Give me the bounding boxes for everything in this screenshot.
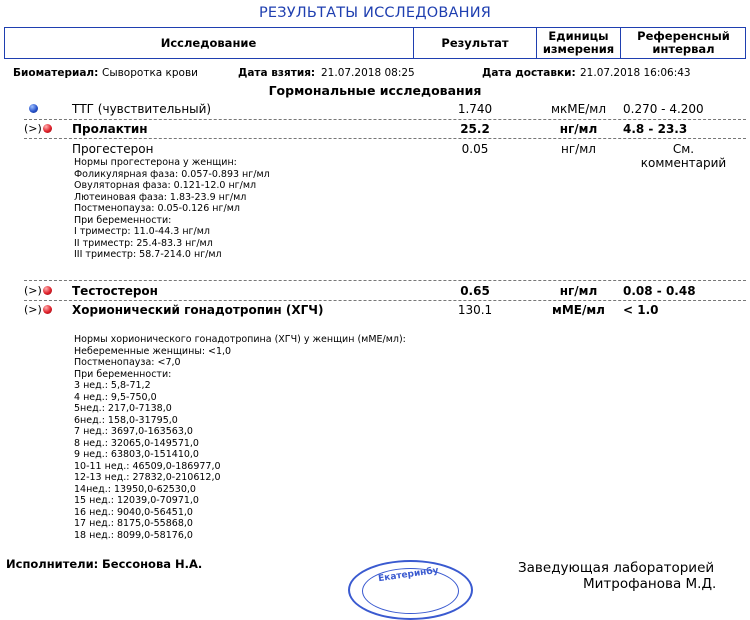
test-reference	[621, 142, 746, 170]
report-title: РЕЗУЛЬТАТЫ ИССЛЕДОВАНИЯ	[258, 5, 492, 21]
note-line: 3 нед.: 5,8-71,2	[74, 380, 151, 391]
test-result: 25.2	[460, 122, 490, 136]
delivery-date-value: 21.07.2018 16:06:43	[580, 67, 691, 79]
test-units: мкМЕ/мл	[550, 102, 606, 116]
test-units: мМЕ/мл	[552, 303, 605, 317]
abnormal-marker: (>)	[24, 303, 42, 316]
reference-line1: См.	[672, 142, 695, 156]
note-line: 7 нед.: 3697,0-163563,0	[74, 426, 193, 437]
normal-indicator-icon	[29, 104, 38, 113]
test-reference: 4.8 - 23.3	[623, 122, 688, 136]
note-line: Нормы хорионического гонадотропина (ХГЧ) у женщин (мМЕ/мл):	[74, 334, 406, 345]
units-header-line2: измерения	[542, 42, 615, 56]
note-line: 12-13 нед.: 27832,0-210612,0	[74, 472, 221, 483]
stamp-text: Екатеринбу	[377, 565, 440, 585]
note-line: 10-11 нед.: 46509,0-186977,0	[74, 460, 221, 472]
head-of-lab-name: Митрофанова М.Д.	[583, 576, 717, 592]
note-line: 17 нед.: 8175,0-55868,0	[74, 518, 193, 529]
row-separator	[24, 280, 746, 281]
column-header-reference	[621, 30, 746, 56]
biomaterial-value: Сыворотка крови	[102, 67, 198, 79]
note-line: 8 нед.: 32065,0-149571,0	[74, 437, 199, 449]
test-result: 1.740	[457, 102, 493, 116]
note-line: 4 нед.: 9,5-750,0	[74, 391, 157, 403]
test-reference: 0.270 - 4.200	[623, 102, 704, 116]
note-line: Небеременные женщины: <1,0	[74, 345, 232, 357]
note-line: 5нед.: 217,0-7138,0	[74, 403, 172, 414]
head-of-lab-title: Заведующая лабораторией	[518, 560, 715, 576]
test-name: ТТГ (чувствительный)	[72, 102, 212, 116]
row-separator	[24, 300, 746, 301]
test-result: 130.1	[457, 303, 493, 317]
section-title: Гормональные исследования	[268, 83, 482, 98]
abnormal-indicator-icon	[43, 305, 52, 314]
biomaterial-label: Биоматериал:	[13, 67, 99, 79]
test-units: нг/мл	[559, 122, 598, 136]
note-line: 9 нед.: 63803,0-151410,0	[74, 449, 199, 460]
note-line: Лютеиновая фаза: 1.83-23.9 нг/мл	[74, 191, 247, 203]
note-line: Овуляторная фаза: 0.121-12.0 нг/мл	[74, 180, 257, 191]
test-name: Пролактин	[72, 122, 148, 136]
note-line: III триместр: 58.7-214.0 нг/мл	[74, 249, 222, 260]
column-header-result: Результат	[441, 36, 509, 50]
reference-header-line1: Референсный	[637, 29, 730, 43]
test-units: нг/мл	[561, 142, 596, 156]
column-header-units	[537, 30, 620, 56]
test-name: Хорионический гонадотропин (ХГЧ)	[72, 303, 324, 317]
test-name: Прогестерон	[72, 142, 154, 156]
note-line: Постменопауза: 0.05-0.126 нг/мл	[74, 203, 240, 214]
reference-line2: комментарий	[640, 156, 727, 170]
note-line: 14нед.: 13950,0-62530,0	[74, 483, 196, 495]
test-reference: < 1.0	[623, 303, 659, 317]
test-units: нг/мл	[559, 284, 598, 298]
column-header-study: Исследование	[160, 36, 257, 50]
executors-value: Бессонова Н.А.	[102, 557, 203, 571]
taken-date-value: 21.07.2018 08:25	[321, 67, 415, 79]
abnormal-indicator-icon	[43, 286, 52, 295]
taken-date-label: Дата взятия:	[238, 67, 316, 79]
note-line: I триместр: 11.0-44.3 нг/мл	[74, 226, 210, 237]
note-line: 15 нед.: 12039,0-70971,0	[74, 495, 199, 506]
executors-label: Исполнители:	[6, 557, 99, 571]
note-line: 16 нед.: 9040,0-56451,0	[74, 506, 193, 518]
row-separator	[24, 138, 746, 139]
test-result: 0.05	[461, 142, 489, 156]
test-reference: 0.08 - 0.48	[623, 284, 696, 298]
reference-header-line2: интервал	[652, 42, 715, 56]
note-line: При беременности:	[74, 214, 172, 226]
note-line: 6нед.: 158,0-31795,0	[74, 414, 178, 426]
note-line: II триместр: 25.4-83.3 нг/мл	[74, 237, 213, 249]
note-line: 18 нед.: 8099,0-58176,0	[74, 529, 193, 541]
delivery-date-label: Дата доставки:	[482, 67, 576, 79]
hcg-notes	[74, 334, 406, 541]
test-result: 0.65	[460, 284, 490, 298]
progesterone-notes	[74, 157, 270, 261]
test-name: Тестостерон	[72, 284, 158, 298]
abnormal-marker: (>)	[24, 284, 42, 297]
note-line: Нормы прогестерона у женщин:	[74, 157, 237, 168]
units-header-line1: Единицы	[548, 29, 609, 43]
abnormal-marker: (>)	[24, 122, 42, 135]
row-separator	[24, 119, 746, 120]
note-line: При беременности:	[74, 368, 172, 380]
note-line: Фоликулярная фаза: 0.057-0.893 нг/мл	[74, 168, 270, 180]
note-line: Постменопауза: <7,0	[74, 357, 181, 368]
abnormal-indicator-icon	[43, 124, 52, 133]
